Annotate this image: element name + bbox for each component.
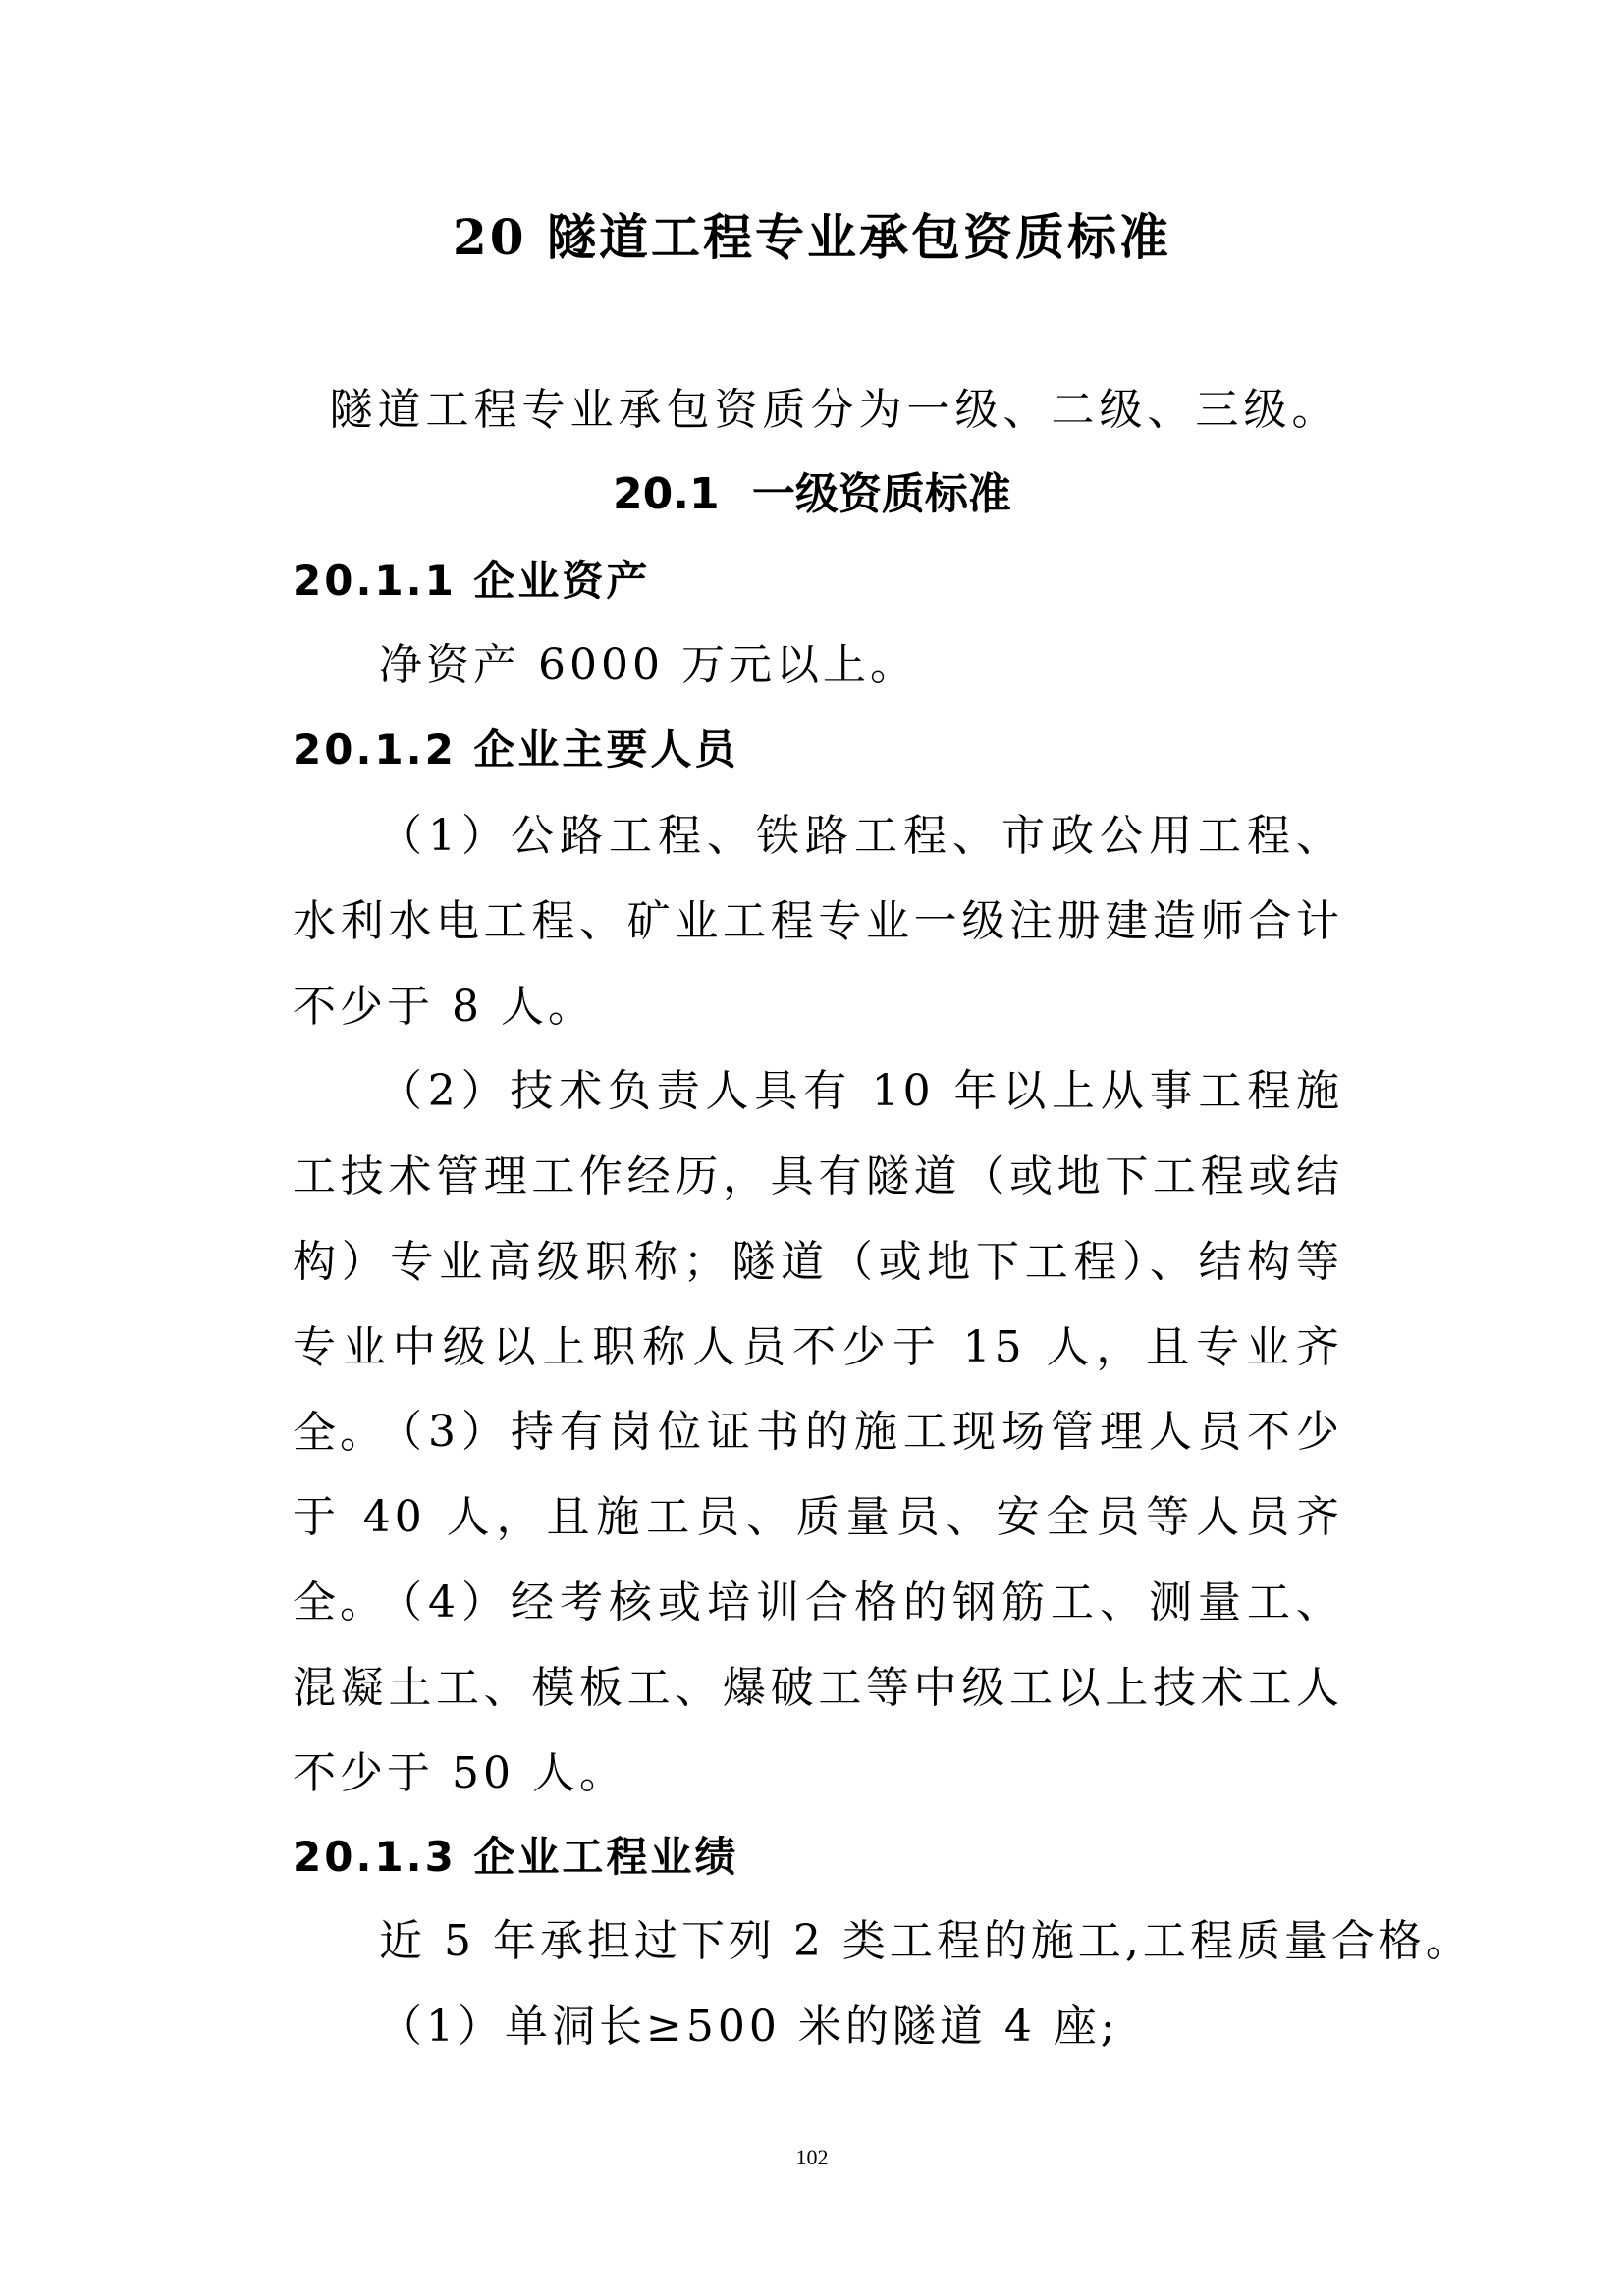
section-heading: 20.1 一级资质标准	[613, 469, 1011, 519]
assets-text: 净资产 6000 万元以上。	[379, 640, 917, 690]
subsection-heading-personnel: 20.1.2 企业主要人员	[293, 725, 739, 774]
personnel-item-3: （3）持有岗位证书的施工现场管理人员不少于 40 人，且施工员、质量员、安全员等人员齐全。	[293, 1407, 1343, 1628]
subsection-heading-performance: 20.1.3 企业工程业绩	[293, 1833, 739, 1881]
intro-paragraph: 隧道工程专业承包资质分为一级、二级、三级。	[329, 385, 1340, 435]
page-number: 102	[795, 2145, 829, 2169]
personnel-item-2: （2）技术负责人具有 10 年以上从事工程施工技术管理工作经历，具有隧道（或地下工程或结构）专业高级职称；隧道（或地下工程）、结构等专业中级以上职称人员不少于 15 人，且专业齐全。	[293, 1066, 1343, 1458]
subsection-heading-assets: 20.1.1 企业资产	[293, 557, 651, 605]
performance-item-1: （1）单洞长≥500 米的隧道 4 座;	[379, 2002, 1119, 2052]
document-title: 20 隧道工程专业承包资质标准	[453, 208, 1171, 266]
performance-text: 近 5 年承担过下列 2 类工程的施工,工程质量合格。	[379, 1916, 1473, 1966]
personnel-item-1: （1）公路工程、铁路工程、市政公用工程、水利水电工程、矿业工程专业一级注册建造师合计不少于 8 人。	[293, 811, 1343, 1032]
personnel-item-4: （4）经考核或培训合格的钢筋工、测量工、混凝土工、模板工、爆破工等中级工以上技术工人不少于 50 人。	[293, 1577, 1343, 1798]
